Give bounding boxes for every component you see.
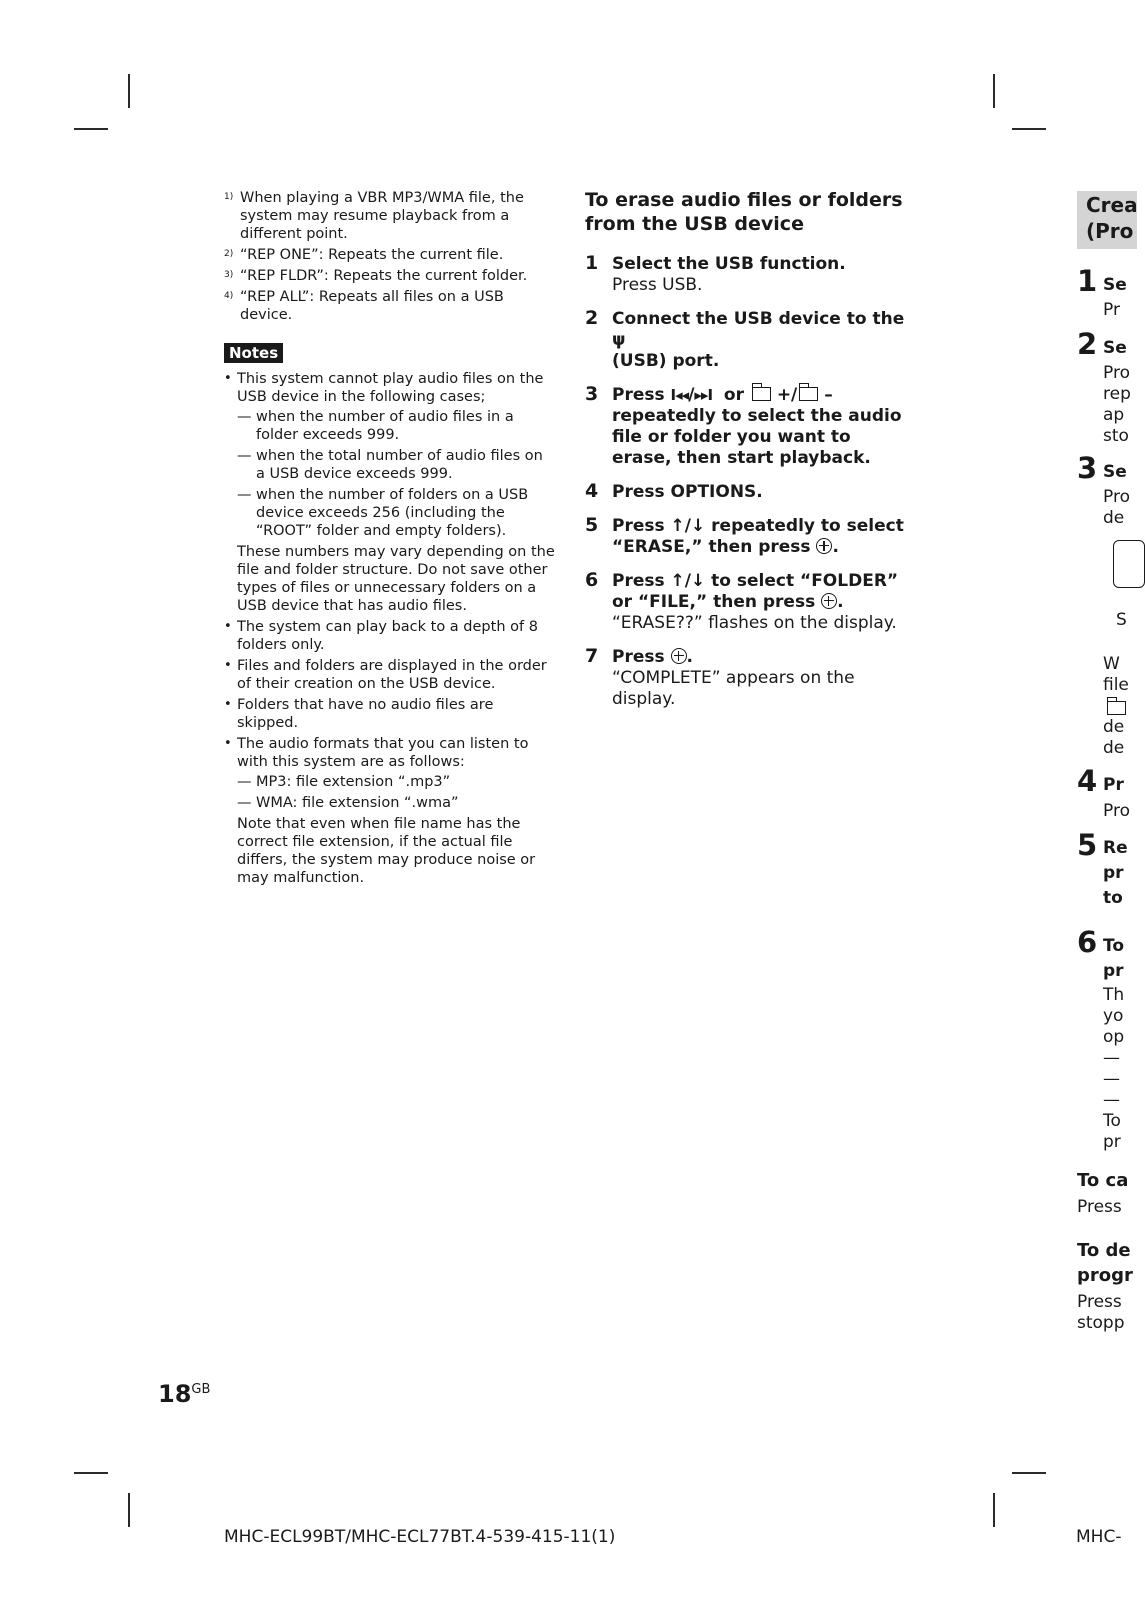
note-item: • This system cannot play audio files on the USB device in the following cases; — when the number of audio files in a folder exceeds 999. — when the total number of audio files on a USB device exceeds 999. — when the number of folders on a USB device exceeds 256 (including the “ROOT” folder and empty folders). These numbers may vary depending on the file and folder structure. Do not save other types of files or unnecessary folders on a USB device that has audio files.	[224, 370, 556, 615]
note-paragraph: These numbers may vary depending on the file and folder structure. Do not save other types of files or unnecessary folders on a USB device that has audio files.	[237, 544, 555, 614]
footnote: 2) “REP ONE”: Repeats the current file.	[224, 247, 504, 263]
step-2	[585, 309, 910, 372]
step-desc: Press USB.	[612, 275, 703, 295]
step-number: 1	[585, 252, 599, 274]
page-number: $18^{GB}$	[158, 1380, 211, 1408]
footer-model-code: MHC-ECL99BT/MHC-ECL77BT.4-539-415-11(1)	[224, 1527, 616, 1547]
step-title: Press OPTIONS.	[612, 482, 763, 502]
enter-button-icon	[821, 593, 837, 609]
enter-button-icon	[816, 538, 832, 554]
up-down-arrow-icon: ↑/↓	[670, 571, 706, 591]
step-number: 3	[585, 383, 599, 405]
step-number: 7	[585, 645, 599, 667]
crop-mark	[128, 74, 130, 108]
step-title: Press I◂◂/▸▸I or +/ – repeatedly to select the audio file or folder you want to erase, then start playback.	[612, 385, 902, 468]
crop-mark	[128, 1493, 130, 1527]
step-title: Press ↑/↓ to select “FOLDER” or “FILE,” then press .	[612, 571, 899, 612]
crop-mark	[993, 1493, 995, 1527]
note-item: • Folders that have no audio files are skipped.	[224, 696, 556, 732]
step-1	[585, 254, 910, 296]
note-paragraph: Note that even when file name has the correct file extension, if the actual file differs, the system may produce noise or may malfunction.	[237, 816, 536, 886]
note-subitem: — when the number of audio files in a folder exceeds 999.	[237, 408, 556, 444]
footnote: 3) “REP FLDR”: Repeats the current folder.	[224, 268, 528, 284]
next-column-partial: Crea (Pro 1 Se Pr 2 Se Pro rep ap sto 3 Se Pro de S W file de de 4 Pr Pro 5 Re pr to 6 To pr Th yo op — — — To pr To ca Press To de progr Press stopp	[1077, 0, 1121, 1600]
erase-steps	[585, 254, 910, 723]
crop-mark	[74, 1472, 108, 1474]
step-number: 4	[585, 480, 599, 502]
step-4	[585, 482, 910, 503]
folder-icon	[799, 387, 818, 401]
step-number: 6	[585, 569, 599, 591]
up-down-arrow-icon: ↑/↓	[670, 516, 706, 536]
footnote: 1) When playing a VBR MP3/WMA file, the system may resume playback from a different point.	[224, 190, 524, 242]
crop-mark	[74, 128, 108, 130]
footnotes	[224, 189, 554, 327]
column-heading-box: Crea (Pro	[1077, 191, 1137, 249]
step-title: Press .	[612, 647, 694, 667]
note-sublist	[237, 773, 556, 812]
notes-label: Notes	[224, 343, 283, 363]
note-item: • Files and folders are displayed in the order of their creation on the USB device.	[224, 657, 556, 693]
crop-mark	[993, 74, 995, 108]
enter-button-icon	[671, 648, 687, 664]
prev-skip-icon: I◂◂	[670, 386, 689, 404]
step-desc: “ERASE??” flashes on the display.	[612, 613, 897, 633]
step-3	[585, 385, 910, 469]
step-5	[585, 516, 910, 558]
crop-mark	[1012, 1472, 1046, 1474]
notes-list	[224, 370, 556, 890]
note-subitem: — MP3: file extension “.mp3”	[237, 773, 556, 791]
step-6	[585, 571, 910, 634]
step-title: Press ↑/↓ repeatedly to select “ERASE,” then press .	[612, 516, 904, 557]
note-sublist	[237, 408, 556, 540]
crop-mark	[1012, 128, 1046, 130]
note-subitem: — when the total number of audio files on a USB device exceeds 999.	[237, 447, 556, 483]
folder-icon	[1107, 701, 1126, 715]
usb-icon: ψ	[612, 330, 626, 350]
step-title: Select the USB function.	[612, 254, 846, 274]
display-box-partial	[1113, 540, 1145, 588]
next-skip-icon: ▸▸I	[694, 386, 713, 404]
section-title: To erase audio files or folders from the USB device	[585, 189, 903, 235]
note-subitem: — WMA: file extension “.wma”	[237, 794, 556, 812]
step-7	[585, 647, 910, 710]
note-item: • The audio formats that you can listen to with this system are as follows: — MP3: file extension “.mp3” — WMA: file extension “.wma” Note that even when file name has the correct file extension, if the actual file differs, the system may produce noise or may malfunction.	[224, 735, 556, 887]
step-number: 5	[585, 514, 599, 536]
note-item: • The system can play back to a depth of 8 folders only.	[224, 618, 556, 654]
footnote: 4) “REP ALL”: Repeats all files on a USB device.	[224, 289, 504, 323]
step-number: 2	[585, 307, 599, 329]
step-desc: “COMPLETE” appears on the display.	[612, 668, 855, 709]
note-subitem: — when the number of folders on a USB device exceeds 256 (including the “ROOT” folder and empty folders).	[237, 486, 556, 540]
folder-icon	[752, 387, 771, 401]
footer-model-code-partial: MHC-	[1076, 1527, 1122, 1547]
step-title: Connect the USB device to the ψ (USB) port.	[612, 309, 905, 371]
